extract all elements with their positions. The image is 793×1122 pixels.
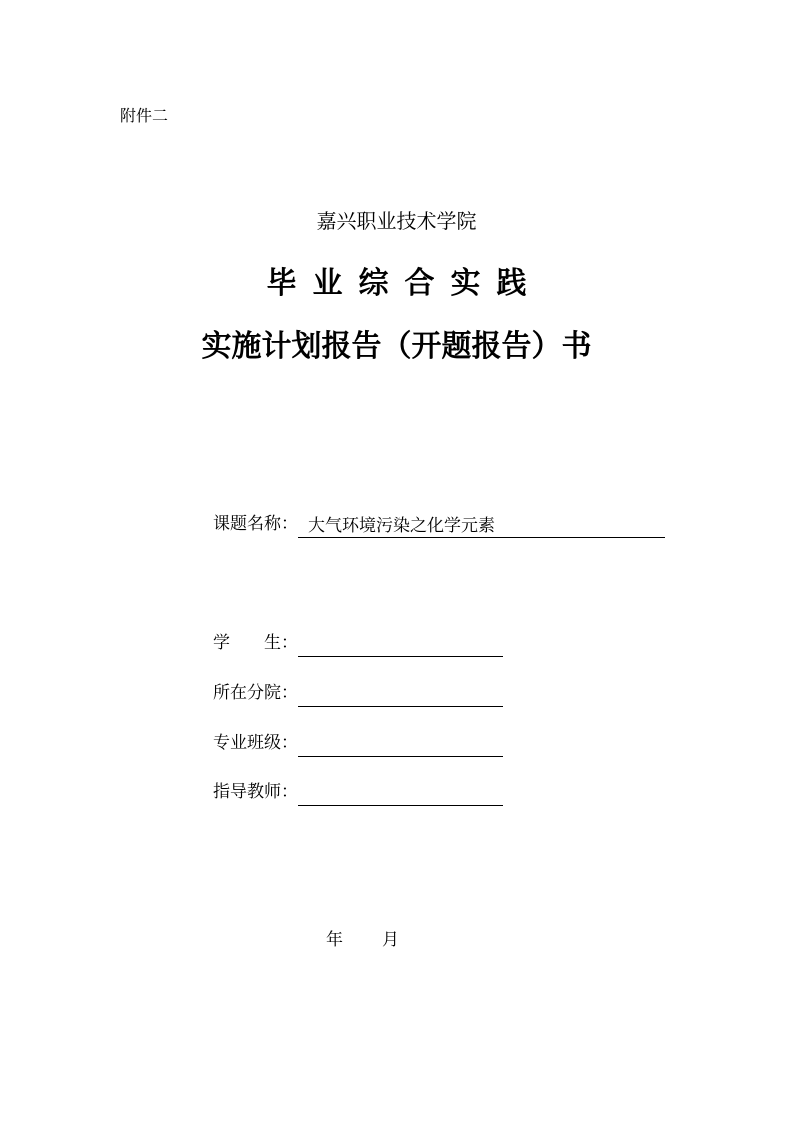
topic-value: 大气环境污染之化学元素 (298, 514, 665, 538)
advisor-field (213, 778, 503, 806)
advisor-label: 指导教师： (213, 782, 298, 802)
student-field (213, 629, 503, 657)
month-label: 月 (382, 930, 399, 950)
document-title-line2: 实施计划报告（开题报告）书 (201, 329, 592, 364)
attachment-label: 附件二 (120, 106, 169, 125)
major-class-field (213, 729, 503, 757)
college-name: 嘉兴职业技术学院 (316, 209, 477, 233)
topic-label: 课题名称： (213, 514, 298, 534)
document-title-line1: 毕业综合实践 (266, 266, 543, 301)
year-label: 年 (326, 930, 343, 950)
major-class-value (298, 733, 503, 757)
student-label: 学 生： (213, 633, 298, 653)
department-value (298, 683, 503, 707)
department-label: 所在分院： (213, 683, 298, 703)
date-line (326, 928, 399, 952)
topic-field (213, 510, 665, 538)
major-class-label: 专业班级： (213, 733, 298, 753)
student-value (298, 633, 503, 657)
advisor-value (298, 782, 503, 806)
department-field (213, 679, 503, 707)
